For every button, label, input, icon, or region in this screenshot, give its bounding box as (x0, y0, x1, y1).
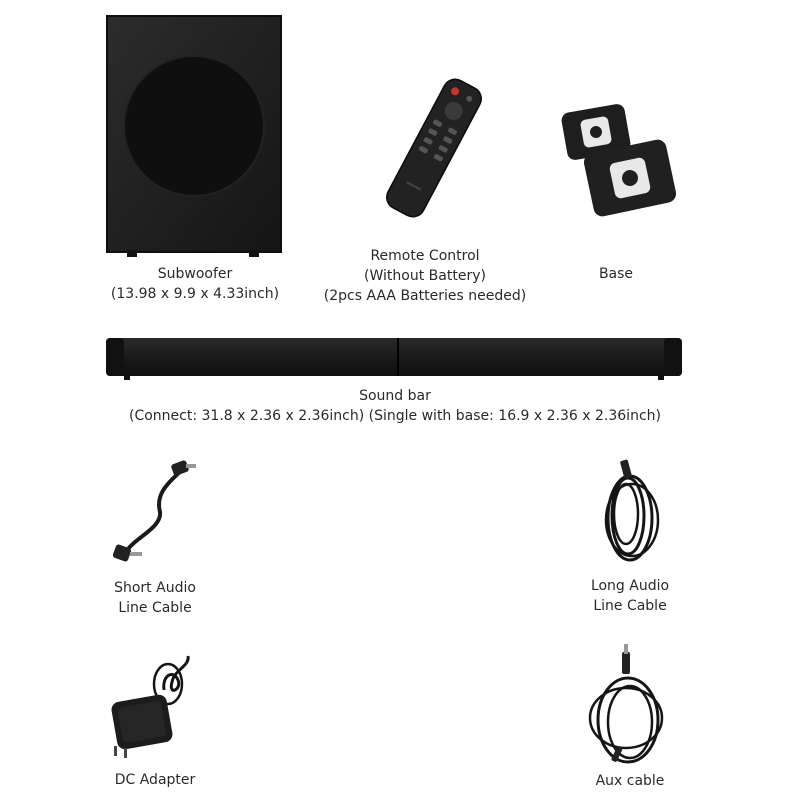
long-audio-cable-label-1: Long Audio (590, 578, 670, 594)
remote-control-note: (Without Battery) (364, 268, 486, 284)
long-audio-cable-icon (588, 452, 672, 572)
dc-adapter-label: DC Adapter (114, 772, 196, 788)
aux-cable-icon (580, 642, 676, 768)
remote-control-label: Remote Control (370, 248, 480, 264)
dc-adapter-icon (104, 652, 204, 762)
base-mount-icon (548, 94, 688, 228)
sound-bar-label: Sound bar (359, 388, 431, 404)
remote-control-icon (362, 78, 506, 218)
sound-bar-dimensions: (Connect: 31.8 x 2.36 x 2.36inch) (Single with base: 16.9 x 2.36 x 2.36inch) (129, 408, 661, 424)
short-audio-cable-label-2: Line Cable (118, 600, 192, 616)
long-audio-cable-label-2: Line Cable (593, 598, 667, 614)
base-label: Base (598, 266, 634, 282)
subwoofer-icon (105, 14, 285, 260)
short-audio-cable-icon (100, 456, 210, 572)
subwoofer-label: Subwoofer (157, 266, 233, 282)
short-audio-cable-label-1: Short Audio (114, 580, 196, 596)
sound-bar-icon (104, 334, 684, 384)
subwoofer-dimensions: (13.98 x 9.9 x 4.33inch) (110, 286, 280, 302)
remote-control-battery-note: (2pcs AAA Batteries needed) (323, 288, 527, 304)
aux-cable-label: Aux cable (595, 773, 665, 789)
